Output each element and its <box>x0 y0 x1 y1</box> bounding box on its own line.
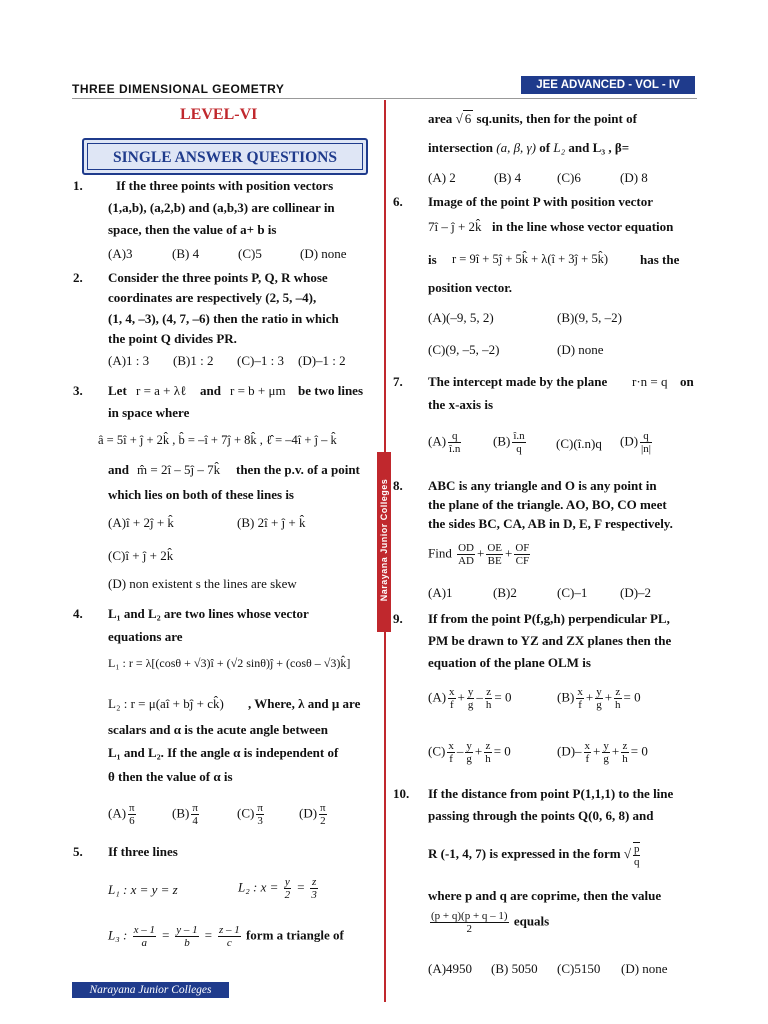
question-text: in space where <box>108 405 190 420</box>
question-number: 6. <box>393 194 403 209</box>
option-label: (B) <box>172 805 190 821</box>
option: (D) none <box>557 342 604 357</box>
formula: r = a + λℓ <box>136 383 187 398</box>
fraction <box>133 924 156 949</box>
option: (B) 2î + ĵ + k̂ <box>237 515 306 530</box>
formula: 7î – ĵ + 2k̂ <box>428 219 482 234</box>
equation-rhs: = 0 <box>630 743 648 759</box>
question-text: has the <box>640 252 680 267</box>
question-text: θ then the value of α is <box>108 769 233 784</box>
formula: L₃ : $\frac{x - 1}{a}$ = $\frac{y - 1}{b}$ = $\frac{z - 1}{c}$ form a triangle of <box>108 924 344 949</box>
option <box>620 430 654 455</box>
numerator: x <box>449 686 455 698</box>
question-number: 7. <box>393 374 403 389</box>
option: (D)–1 : 2 <box>298 353 346 368</box>
question-number: 1. <box>73 178 83 193</box>
option: (B)1 : 2 <box>173 353 214 368</box>
option: (A)î + 2ĵ + k̂ <box>108 515 174 530</box>
numerator: OD <box>458 542 474 554</box>
numerator: OF <box>515 542 530 554</box>
numerator: î.n <box>513 430 525 442</box>
denominator: 2 <box>320 815 326 827</box>
question-text: If the three points with position vectors <box>116 178 334 193</box>
fraction <box>485 686 493 711</box>
option: (C)5 <box>238 246 262 261</box>
denominator: f <box>585 753 590 765</box>
denominator: b <box>184 937 190 949</box>
question-text: PM be drawn to YZ and ZX planes then the <box>428 633 672 648</box>
fraction <box>430 910 509 935</box>
denominator: g <box>466 753 472 765</box>
option <box>557 686 641 711</box>
option-label: (A) <box>108 805 127 821</box>
numerator: p <box>633 843 640 855</box>
option-label: (D) <box>620 433 639 449</box>
equation-rhs: = 0 <box>494 689 512 705</box>
numerator: y <box>466 740 472 752</box>
denominator: h <box>622 753 628 765</box>
sqrt-expression: √ $\frac{p}{q}$ <box>623 843 640 868</box>
question-text-part: equals <box>513 913 550 929</box>
option <box>493 430 528 455</box>
denominator: 3 <box>311 889 317 901</box>
sign: – <box>476 689 483 705</box>
fraction <box>640 430 652 455</box>
fraction <box>175 924 198 949</box>
numerator: z <box>615 686 621 698</box>
fraction <box>191 802 199 827</box>
question-text: be two lines <box>298 383 363 398</box>
volume-badge: JEE ADVANCED - VOL - IV <box>521 76 695 94</box>
option-label: (C) <box>556 436 574 451</box>
question-text: If the distance from point P(1,1,1) to the line <box>428 786 674 801</box>
option <box>237 802 266 827</box>
formula <box>428 910 549 935</box>
question-text: the x-axis is <box>428 397 493 412</box>
denominator: 2 <box>284 889 291 901</box>
option <box>108 802 138 827</box>
formula-part: = <box>296 879 306 895</box>
sign: + <box>604 689 613 705</box>
numerator: x – 1 <box>133 924 155 936</box>
option: (C)–1 <box>557 585 588 600</box>
option: (D) none <box>621 961 668 976</box>
fraction <box>256 802 264 827</box>
denominator: 6 <box>129 815 135 827</box>
question-text: in the line whose vector equation <box>492 219 674 234</box>
formula: r = b + μm <box>230 383 286 398</box>
option: (D) none <box>300 246 347 261</box>
option: (D)–2 <box>620 585 652 600</box>
denominator: g <box>596 699 602 711</box>
side-tab <box>377 452 391 632</box>
numerator: (p + q)(p + q – 1) <box>431 910 508 922</box>
option-label: (B) <box>557 689 575 705</box>
sign: + <box>593 743 601 759</box>
level-heading: LEVEL-VI <box>180 106 258 123</box>
question-text: scalars and α is the acute angle between <box>108 722 328 737</box>
option: (B) 4 <box>172 246 200 261</box>
formula: L₂ <box>553 140 566 155</box>
question-text: position vector. <box>428 280 513 295</box>
question-text: (1, 4, –3), (4, 7, –6) then the ratio in which <box>108 311 339 326</box>
fraction <box>633 842 641 868</box>
denominator: f <box>449 699 454 711</box>
option: (D) non existent s the lines are skew <box>108 576 297 591</box>
denominator: 2 <box>466 923 473 935</box>
formula: L₁ : x = y = z <box>108 882 178 897</box>
option <box>428 686 511 711</box>
formula: â = 5î + ĵ + 2k̂ , b̂ = –î + 7ĵ + 8k̂ , ℓ̂ = –4î + ĵ – k̂ <box>98 433 337 447</box>
fraction <box>595 686 603 711</box>
option: (A)4950 <box>428 961 473 976</box>
formula-part: L₃ : <box>108 927 128 943</box>
option: (A)3 <box>108 246 133 261</box>
numerator: x <box>584 740 591 752</box>
numerator: y – 1 <box>176 924 198 936</box>
numerator: y <box>596 686 602 698</box>
question-text: Let <box>108 383 127 398</box>
numerator: z <box>312 876 317 888</box>
option: (A)1 <box>428 585 453 600</box>
fraction <box>284 876 292 901</box>
question-text: on <box>680 374 694 389</box>
fraction <box>465 740 473 765</box>
option-label: (A) <box>428 433 447 449</box>
question-text <box>428 842 642 868</box>
denominator: CF <box>515 555 530 567</box>
question-text-part: and <box>568 140 590 155</box>
option <box>299 802 329 827</box>
equation-rhs: = 0 <box>493 743 511 759</box>
denominator: 3 <box>257 815 263 827</box>
fraction <box>602 740 610 765</box>
option: (C)î + ĵ + 2k̂ <box>108 548 174 563</box>
option-label: (D) <box>557 743 576 759</box>
option: (A) 2 <box>428 170 456 185</box>
question-text: , Where, λ and μ are <box>248 696 361 711</box>
sqrt-expression: √ 6 <box>455 111 472 126</box>
denominator: h <box>615 699 621 711</box>
question-text: Consider the three points P, Q, R whose <box>108 270 328 285</box>
question-text: If three lines <box>108 844 178 859</box>
formula-part: L₂ : x = <box>238 879 279 895</box>
fraction <box>512 430 525 455</box>
question-text: and <box>200 383 221 398</box>
question-number: 5. <box>73 844 83 859</box>
section-title: SINGLE ANSWER QUESTIONS <box>87 143 363 170</box>
sign: – <box>575 743 582 759</box>
option: (C)6 <box>557 170 581 185</box>
question-text: the point Q divides PR. <box>108 331 237 346</box>
question-text: ABC is any triangle and O is any point in <box>428 478 657 493</box>
question-text: where p and q are coprime, then the value <box>428 888 662 903</box>
denominator: BE <box>487 555 502 567</box>
sign: + <box>585 689 594 705</box>
denominator: |n| <box>641 443 651 455</box>
option: (B) 5050 <box>491 961 538 976</box>
fraction <box>486 542 503 567</box>
question-text: passing through the points Q(0, 6, 8) and <box>428 808 654 823</box>
option <box>428 740 511 765</box>
question-text: equation of the plane OLM is <box>428 655 591 670</box>
denominator: AD <box>458 555 474 567</box>
option: (B) 4 <box>494 170 522 185</box>
fraction <box>576 686 584 711</box>
question-text: equations are <box>108 629 183 644</box>
chapter-title: THREE DIMENSIONAL GEOMETRY <box>72 82 285 96</box>
numerator: y <box>284 876 290 888</box>
formula: r·n = q <box>632 374 668 389</box>
question-text-part: Find <box>428 545 452 561</box>
numerator: z <box>485 740 491 752</box>
option-value: (î.n)q <box>573 436 602 451</box>
formula: L₂ : r = μ(aî + bĵ + ck̂) <box>108 696 224 711</box>
option: (B)2 <box>493 585 517 600</box>
numerator: q <box>448 430 461 443</box>
question-text: the plane of the triangle. AO, BO, CO meet <box>428 497 667 512</box>
option: (C)5150 <box>557 961 601 976</box>
footer-brand: Narayana Junior Colleges <box>72 982 229 998</box>
question-text: then the p.v. of a point <box>236 462 360 477</box>
formula: r = 9î + 5ĵ + 5k̂ + λ(î + 3ĵ + 5k̂) <box>452 252 608 266</box>
fraction <box>584 740 592 765</box>
fraction <box>621 740 629 765</box>
fraction <box>310 876 318 901</box>
option-label: (D) <box>299 805 318 821</box>
denominator: a <box>141 937 148 949</box>
question-text: coordinates are respectively (2, 5, –4), <box>108 290 317 305</box>
question-text <box>428 111 637 127</box>
numerator: z – 1 <box>218 924 240 936</box>
question-number: 10. <box>393 786 410 801</box>
numerator: x <box>448 740 454 752</box>
option: (A)1 : 3 <box>108 353 150 368</box>
option <box>172 802 201 827</box>
question-number: 3. <box>73 383 83 398</box>
question-text-part: of <box>539 140 551 155</box>
fraction <box>218 924 241 949</box>
fraction <box>467 686 475 711</box>
denominator: g <box>467 699 474 711</box>
formula: Find $\frac{OD}{AD}$ + $\frac{OE}{BE}$ + $\frac{OF}{CF}$ <box>428 542 530 567</box>
question-text-part: sq.units, then for the point of <box>476 111 637 126</box>
option-label: (C) <box>428 743 446 759</box>
question-text-part: intersection <box>428 140 493 155</box>
option: (B)(9, 5, –2) <box>557 310 622 325</box>
option-label: (A) <box>428 689 447 705</box>
question-text: is <box>428 252 437 267</box>
denominator: î.n <box>449 443 461 455</box>
fraction <box>447 740 455 765</box>
sqrt-value: 6 <box>464 111 472 126</box>
denominator: h <box>485 753 491 765</box>
numerator: π <box>129 802 135 814</box>
numerator: x <box>577 686 583 698</box>
option-label: (B) <box>493 433 511 449</box>
question-text: Image of the point P with position vector <box>428 194 653 209</box>
section-title-box <box>82 138 368 175</box>
formula: L₁ : r = λ[(cosθ + √3)î + (√2 sinθ)ĵ + (cosθ – √3)k̂] <box>108 656 351 670</box>
numerator: OE <box>487 542 502 554</box>
question-text-part: L₃ , β= <box>592 140 630 155</box>
option <box>428 430 463 455</box>
option: (C)(9, –5, –2) <box>428 342 500 357</box>
fraction <box>514 542 530 567</box>
sign: + <box>457 689 465 705</box>
question-text: The intercept made by the plane <box>428 374 608 389</box>
denominator: f <box>578 699 582 711</box>
numerator: y <box>467 686 474 698</box>
question-text: which lies on both of these lines is <box>108 487 294 502</box>
formula: m̂ = 2î – 5ĵ – 7k̂ <box>137 462 221 477</box>
question-text-part: area <box>428 111 453 126</box>
fraction <box>484 740 492 765</box>
question-text: and <box>108 462 129 477</box>
denominator: 4 <box>192 815 198 827</box>
header-divider <box>72 98 697 99</box>
formula <box>238 876 320 901</box>
question-number: 9. <box>393 611 403 626</box>
fraction <box>128 802 136 827</box>
question-text: L₁ and L₂. If the angle α is independent of <box>108 745 339 760</box>
question-number: 4. <box>73 606 83 621</box>
option: (A)(–9, 5, 2) <box>428 310 494 325</box>
fraction <box>457 542 475 567</box>
question-text: the sides BC, CA, AB in D, E, F respectively. <box>428 516 673 531</box>
option <box>556 436 602 452</box>
denominator: f <box>449 753 453 765</box>
denominator: q <box>516 443 522 455</box>
numerator: q <box>640 430 652 443</box>
numerator: z <box>622 740 628 752</box>
option: (C)–1 : 3 <box>237 353 284 368</box>
denominator: c <box>226 937 232 949</box>
option: (D) 8 <box>620 170 648 185</box>
numerator: y <box>603 740 609 752</box>
question-text: form a triangle of <box>245 927 344 943</box>
numerator: π <box>257 802 263 814</box>
question-number: 2. <box>73 270 83 285</box>
numerator: z <box>486 686 492 698</box>
question-number: 8. <box>393 478 403 493</box>
fraction <box>448 430 461 455</box>
option-label: (C) <box>237 805 255 821</box>
numerator: π <box>320 802 326 814</box>
sign: + <box>611 743 620 759</box>
question-text <box>428 140 629 156</box>
denominator: g <box>603 753 609 765</box>
formula: (a, β, γ) <box>496 140 536 155</box>
question-text-part: R (-1, 4, 7) is expressed in the form <box>428 845 621 861</box>
question-text: L₁ and L₂ are two lines whose vector <box>108 606 309 621</box>
fraction <box>319 802 327 827</box>
numerator: π <box>192 802 198 814</box>
fraction <box>448 686 456 711</box>
sign: – <box>456 743 464 759</box>
sign: + <box>474 743 483 759</box>
question-text: (1,a,b), (a,2,b) and (a,b,3) are collinear in <box>108 200 335 215</box>
question-text: space, then the value of a+ b is <box>108 222 277 237</box>
fraction <box>614 686 622 711</box>
question-text: If from the point P(f,g,h) perpendicular PL, <box>428 611 670 626</box>
side-tab-label: Narayana Junior Colleges <box>379 478 389 602</box>
equation-rhs: = 0 <box>623 689 641 705</box>
denominator: h <box>485 699 492 711</box>
option <box>557 740 648 765</box>
denominator: q <box>633 856 640 868</box>
